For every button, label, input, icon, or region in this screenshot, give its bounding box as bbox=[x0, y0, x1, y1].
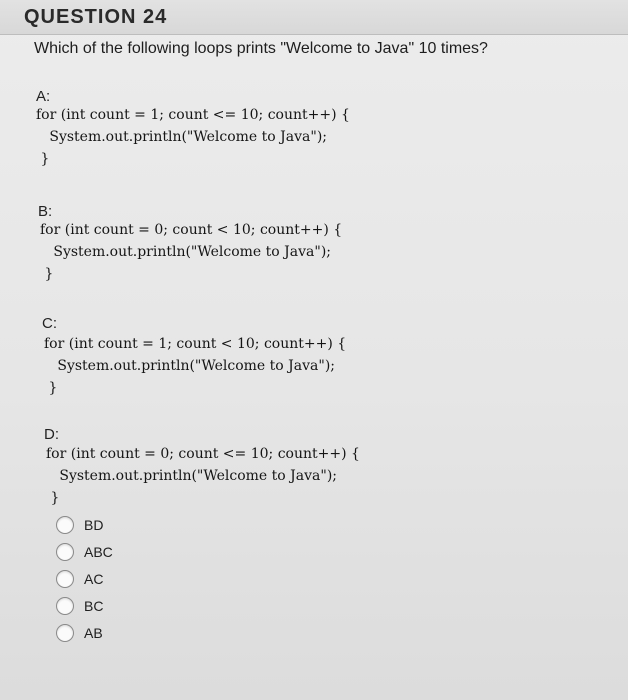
option-b-label: B: bbox=[38, 203, 53, 220]
choice-label: AC bbox=[84, 570, 104, 587]
radio-button[interactable] bbox=[56, 570, 74, 588]
choice-bc[interactable] bbox=[56, 592, 113, 619]
radio-button[interactable] bbox=[56, 516, 74, 534]
code-line: System.out.println("Welcome to Java"); bbox=[57, 358, 336, 374]
option-b-code bbox=[40, 219, 342, 285]
code-line: } bbox=[48, 380, 58, 396]
code-line: } bbox=[44, 266, 54, 282]
option-a-label: A: bbox=[36, 88, 51, 105]
code-line: for (int count = 0; count < 10; count++) { bbox=[40, 222, 343, 238]
option-c-label: C: bbox=[42, 315, 57, 332]
choice-ac[interactable] bbox=[56, 565, 113, 592]
question-title: QUESTION 24 bbox=[24, 6, 168, 28]
code-line: for (int count = 1; count < 10; count++) { bbox=[44, 336, 347, 352]
question-header bbox=[0, 0, 628, 35]
choice-ab[interactable] bbox=[56, 619, 113, 646]
option-d-code bbox=[46, 443, 360, 509]
choice-label: AB bbox=[84, 624, 103, 641]
answer-choices bbox=[56, 511, 113, 646]
code-line: System.out.println("Welcome to Java"); bbox=[53, 244, 332, 260]
radio-button[interactable] bbox=[56, 597, 74, 615]
question-prompt: Which of the following loops prints "Welcome to Java" 10 times? bbox=[34, 40, 488, 57]
code-line: for (int count = 1; count <= 10; count++) { bbox=[36, 107, 350, 123]
option-d-label: D: bbox=[44, 426, 59, 443]
code-line: for (int count = 0; count <= 10; count++) { bbox=[46, 446, 360, 462]
radio-button[interactable] bbox=[56, 624, 74, 642]
radio-button[interactable] bbox=[56, 543, 74, 561]
code-line: System.out.println("Welcome to Java"); bbox=[49, 129, 328, 145]
choice-label: ABC bbox=[84, 543, 113, 560]
choice-label: BD bbox=[84, 516, 104, 533]
choice-label: BC bbox=[84, 597, 104, 614]
choice-abc[interactable] bbox=[56, 538, 113, 565]
option-c-code bbox=[44, 333, 346, 399]
code-line: } bbox=[50, 490, 60, 506]
code-line: } bbox=[40, 151, 50, 167]
option-a-code bbox=[36, 104, 350, 170]
choice-bd[interactable] bbox=[56, 511, 113, 538]
code-line: System.out.println("Welcome to Java"); bbox=[59, 468, 338, 484]
